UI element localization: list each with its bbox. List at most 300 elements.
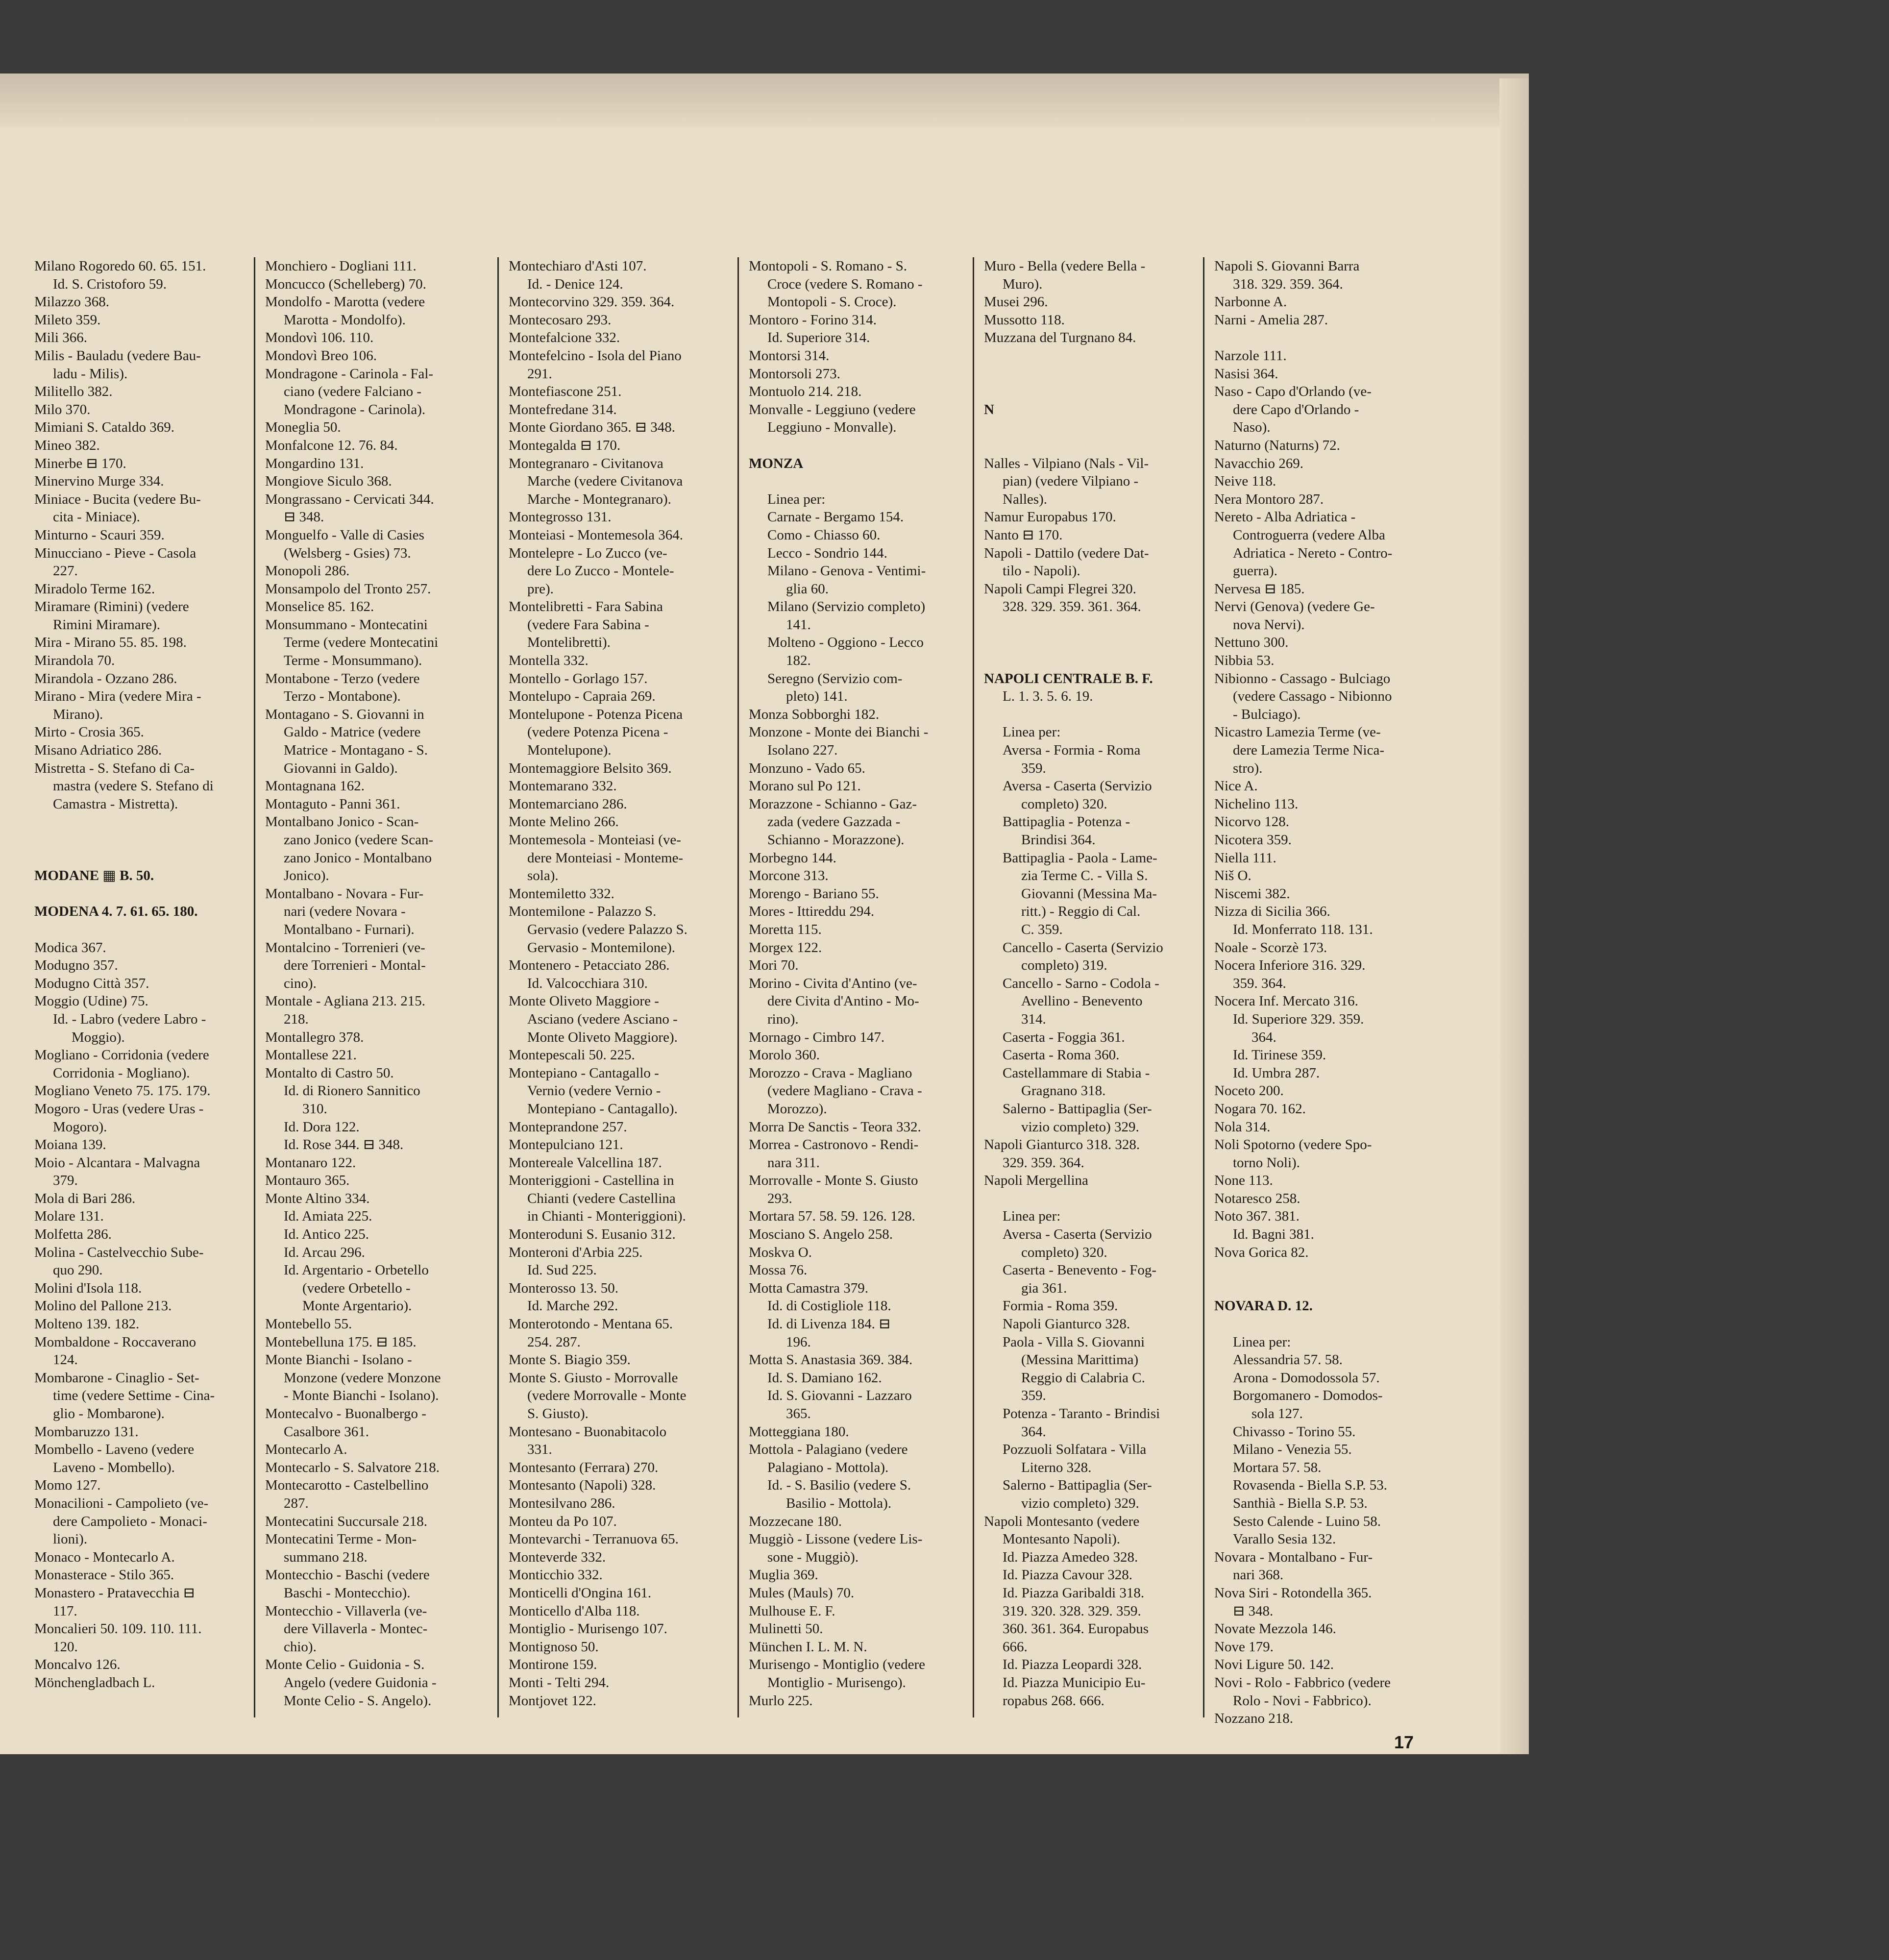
- index-line: Noceto 200.: [1214, 1083, 1284, 1099]
- index-line: Nalles).: [1003, 491, 1047, 507]
- index-line: Formia - Roma 359.: [1003, 1298, 1118, 1314]
- index-line: vizio completo) 329.: [1021, 1119, 1139, 1135]
- index-line: Seregno (Servizio com-: [767, 670, 903, 686]
- index-line: Monastero - Pratavecchia ⊟: [34, 1585, 195, 1601]
- index-line: Motta S. Anastasia 369. 384.: [749, 1352, 913, 1368]
- index-line: Carnate - Bergamo 154.: [767, 509, 904, 525]
- index-line: Id. Antico 225.: [284, 1226, 369, 1243]
- index-line: Monopoli 286.: [265, 563, 350, 579]
- index-line: (Welsberg - Gsies) 73.: [284, 545, 411, 561]
- index-line: Nibionno - Cassago - Bulciago: [1214, 670, 1391, 686]
- index-line: Monaco - Montecarlo A.: [34, 1549, 175, 1565]
- index-line: Id. Superiore 329. 359.: [1233, 1011, 1364, 1027]
- index-line: Monte Altino 334.: [265, 1190, 370, 1206]
- index-line: Monteu da Po 107.: [509, 1513, 617, 1529]
- index-line: Morrea - Castronovo - Rendi-: [749, 1137, 919, 1153]
- index-line: Montopoli - S. Croce).: [767, 294, 897, 310]
- index-line: Controguerra (vedere Alba: [1233, 527, 1385, 543]
- index-line: Montefalcione 332.: [509, 330, 620, 346]
- index-line: [749, 472, 979, 490]
- index-line: 359.: [1021, 760, 1046, 776]
- index-line: Id. Piazza Garibaldi 318.: [1003, 1585, 1145, 1601]
- index-line: Linea per:: [1233, 1334, 1291, 1350]
- index-line: dere Lo Zucco - Montele-: [527, 563, 674, 579]
- index-line: Morozzo - Crava - Magliano: [749, 1065, 912, 1081]
- index-line: Montella 332.: [509, 653, 589, 669]
- index-line: Nocera Inf. Mercato 316.: [1214, 993, 1358, 1009]
- index-line: ropabus 268. 666.: [1003, 1692, 1104, 1709]
- index-line: zia Terme C. - Villa S.: [1021, 868, 1148, 884]
- index-line: [984, 418, 1212, 437]
- index-line: Mogoro).: [53, 1119, 107, 1135]
- index-line: L. 1. 3. 5. 6. 19.: [1003, 688, 1093, 705]
- index-line: [34, 885, 252, 903]
- index-line: Lecco - Sondrio 144.: [767, 545, 887, 561]
- index-line: Casalbore 361.: [284, 1423, 369, 1440]
- index-line: Mogoro - Uras (vedere Uras -: [34, 1101, 204, 1117]
- index-line: Morrovalle - Monte S. Giusto: [749, 1173, 918, 1189]
- index-line: Mirano - Mira (vedere Mira -: [34, 688, 201, 705]
- index-line: dere Civita d'Antino - Mo-: [767, 993, 919, 1009]
- index-line: Mirto - Crosia 365.: [34, 724, 144, 740]
- index-line: Mottola - Palagiano (vedere: [749, 1442, 908, 1458]
- index-line: (vedere Fara Sabina -: [527, 616, 649, 633]
- index-line: 318. 329. 359. 364.: [1233, 276, 1343, 292]
- index-line: Minerbe ⊟ 170.: [34, 455, 126, 471]
- index-line: Battipaglia - Paola - Lame-: [1003, 850, 1157, 866]
- index-line: Molini d'Isola 118.: [34, 1280, 142, 1296]
- index-line: Montirone 159.: [509, 1657, 597, 1673]
- index-line: Alessandria 57. 58.: [1233, 1352, 1343, 1368]
- index-line: Molina - Castelvecchio Sube-: [34, 1244, 204, 1260]
- index-line: Molino del Pallone 213.: [34, 1298, 172, 1314]
- index-line: Adriatica - Nereto - Contro-: [1233, 545, 1393, 561]
- index-line: NOVARA D. 12.: [1214, 1298, 1313, 1314]
- index-line: Nozzano 218.: [1214, 1711, 1294, 1727]
- index-line: Nasisi 364.: [1214, 366, 1278, 382]
- index-line: Gragnano 318.: [1021, 1083, 1106, 1099]
- index-line: Borgomanero - Domodos-: [1233, 1388, 1383, 1404]
- index-line: Id. di Costigliole 118.: [767, 1298, 891, 1314]
- index-line: [34, 849, 252, 867]
- index-line: Montesanto Napoli).: [1003, 1531, 1121, 1547]
- index-line: Nicastro Lamezia Terme (ve-: [1214, 724, 1381, 740]
- index-line: Montereale Valcellina 187.: [509, 1154, 662, 1171]
- index-line: Montegalda ⊟ 170.: [509, 437, 621, 453]
- index-line: Mosciano S. Angelo 258.: [749, 1226, 893, 1243]
- index-line: Monterosso 13. 50.: [509, 1280, 618, 1296]
- index-line: Chianti (vedere Castellina: [527, 1190, 676, 1206]
- index-line: Montabone - Terzo (vedere: [265, 670, 420, 686]
- index-line: Laveno - Mombello).: [53, 1459, 175, 1475]
- index-line: Montelepre - Lo Zucco (ve-: [509, 545, 667, 561]
- index-line: Militello 382.: [34, 384, 113, 400]
- index-line: Montesano - Buonabitacolo: [509, 1423, 667, 1440]
- index-line: Montello - Gorlago 157.: [509, 670, 648, 686]
- index-line: Linea per:: [1003, 1208, 1061, 1225]
- index-line: Mili 366.: [34, 330, 87, 346]
- index-line: Id. - Denice 124.: [527, 276, 623, 292]
- index-line: Montale - Agliana 213. 215.: [265, 993, 426, 1009]
- index-line: Morra De Sanctis - Teora 332.: [749, 1119, 921, 1135]
- index-line: Montiglio - Murisengo).: [767, 1674, 906, 1690]
- index-line: Miramare (Rimini) (vedere: [34, 599, 189, 615]
- index-line: Montelupone).: [527, 742, 612, 759]
- index-line: Mineo 382.: [34, 437, 100, 453]
- index-line: Noto 367. 381.: [1214, 1208, 1300, 1225]
- index-line: Mondolfo - Marotta (vedere: [265, 294, 425, 310]
- index-line: Basilio - Mottola).: [786, 1495, 892, 1511]
- index-line: Id. Umbra 287.: [1233, 1065, 1320, 1081]
- index-line: Monguelfo - Valle di Casies: [265, 527, 424, 543]
- index-line: Avellino - Benevento: [1021, 993, 1143, 1009]
- index-line: 329. 359. 364.: [1003, 1154, 1084, 1171]
- index-line: Monte Melino 266.: [509, 814, 619, 830]
- index-line: Montefelcino - Isola del Piano: [509, 347, 682, 364]
- index-line: Montignoso 50.: [509, 1639, 599, 1655]
- index-line: Montalto di Castro 50.: [265, 1065, 394, 1081]
- index-line: 254. 287.: [527, 1334, 581, 1350]
- index-line: Mistretta - S. Stefano di Ca-: [34, 760, 195, 776]
- index-line: Id. Amiata 225.: [284, 1208, 372, 1225]
- index-line: Linea per:: [1003, 724, 1061, 740]
- index-line: Id. Piazza Municipio Eu-: [1003, 1674, 1146, 1690]
- index-line: (vedere Potenza Picena -: [527, 724, 668, 740]
- index-line: [749, 437, 979, 455]
- index-line: Mores - Ittireddu 294.: [749, 904, 875, 920]
- index-line: Morino - Civita d'Antino (ve-: [749, 975, 917, 991]
- index-column-2: [254, 257, 498, 1717]
- index-line: Montorsi 314.: [749, 347, 830, 364]
- index-line: Mönchengladbach L.: [34, 1674, 155, 1690]
- index-line: ⊟ 348.: [284, 509, 324, 525]
- index-line: [984, 616, 1212, 634]
- index-line: Montevarchi - Terranuova 65.: [509, 1531, 679, 1547]
- index-line: Monte Celio - Guidonia - S.: [265, 1657, 425, 1673]
- index-line: Monteprandone 257.: [509, 1119, 627, 1135]
- index-line: Muro - Bella (vedere Bella -: [984, 258, 1146, 274]
- index-line: Id. Piazza Cavour 328.: [1003, 1567, 1132, 1583]
- index-line: Montecarlo - S. Salvatore 218.: [265, 1459, 440, 1475]
- index-line: Moncalieri 50. 109. 110. 111.: [34, 1621, 202, 1637]
- index-line: Mori 70.: [749, 957, 799, 974]
- index-line: Terzo - Montabone).: [284, 688, 401, 705]
- index-line: 218.: [284, 1011, 309, 1027]
- index-line: Nogara 70. 162.: [1214, 1101, 1306, 1117]
- book-side-edge: [1499, 78, 1529, 1754]
- index-line: Moiana 139.: [34, 1137, 106, 1153]
- index-line: Id. - Labro (vedere Labro -: [53, 1011, 206, 1027]
- index-line: Mongrassano - Cervicati 344.: [265, 491, 434, 507]
- index-line: Mongardino 131.: [265, 455, 364, 471]
- index-line: Leggiuno - Monvalle).: [767, 419, 897, 436]
- index-line: Rolo - Novi - Fabbrico).: [1233, 1692, 1372, 1709]
- index-line: Monticchio 332.: [509, 1567, 603, 1583]
- index-line: München I. L. M. N.: [749, 1639, 867, 1655]
- index-line: Moggio (Udine) 75.: [34, 993, 148, 1009]
- index-line: 287.: [284, 1495, 309, 1511]
- index-line: (vedere Cassago - Nibionno: [1233, 688, 1392, 705]
- index-line: Morbegno 144.: [749, 850, 836, 866]
- index-line: Montallese 221.: [265, 1047, 357, 1063]
- index-line: Nervi (Genova) (vedere Ge-: [1214, 599, 1375, 615]
- index-line: Rimini Miramare).: [53, 616, 161, 633]
- index-line: Montemilone - Palazzo S.: [509, 904, 657, 920]
- index-line: Mileto 359.: [34, 312, 101, 328]
- index-line: Aversa - Caserta (Servizio: [1003, 1226, 1152, 1243]
- index-line: Mimiani S. Cataldo 369.: [34, 419, 174, 436]
- index-line: Pozzuoli Solfatara - Villa: [1003, 1442, 1147, 1458]
- index-line: Isolano 227.: [767, 742, 838, 759]
- index-line: Monvalle - Leggiuno (vedere: [749, 401, 916, 417]
- index-line: Mules (Mauls) 70.: [749, 1585, 855, 1601]
- index-line: Modica 367.: [34, 939, 106, 956]
- index-line: Montebelluna 175. ⊟ 185.: [265, 1334, 417, 1350]
- index-line: Schianno - Morazzone).: [767, 832, 905, 848]
- index-line: 365.: [786, 1406, 811, 1421]
- index-line: Monzone (vedere Monzone: [284, 1370, 441, 1386]
- index-line: Montemarciano 286.: [509, 796, 627, 812]
- index-line: 227.: [53, 563, 78, 579]
- index-line: Linea per:: [767, 491, 826, 507]
- index-line: Mondragone - Carinola).: [284, 401, 426, 417]
- index-line: Montallegro 378.: [265, 1029, 364, 1045]
- index-line: [984, 1190, 1212, 1208]
- index-line: Muro).: [1003, 276, 1043, 292]
- index-line: Muggiò - Lissone (vedere Lis-: [749, 1531, 923, 1547]
- index-line: Montesilvano 286.: [509, 1495, 615, 1511]
- index-line: cita - Miniace).: [53, 509, 140, 525]
- index-line: Sesto Calende - Luino 58.: [1233, 1513, 1381, 1529]
- index-line: Gervasio (vedere Palazzo S.: [527, 921, 687, 937]
- index-line: zano Jonico (vedere Scan-: [284, 832, 434, 848]
- index-line: Caserta - Roma 360.: [1003, 1047, 1120, 1063]
- index-line: Noli Spotorno (vedere Spo-: [1214, 1137, 1372, 1153]
- index-line: time (vedere Settime - Cina-: [53, 1388, 215, 1404]
- index-line: dere Campolieto - Monaci-: [53, 1513, 207, 1529]
- index-line: Montenero - Petacciato 286.: [509, 957, 670, 974]
- index-line: zada (vedere Gazzada -: [767, 814, 901, 830]
- index-line: glia 60.: [786, 581, 829, 597]
- index-line: Mulinetti 50.: [749, 1621, 823, 1637]
- index-line: Momo 127.: [34, 1477, 101, 1494]
- index-line: (Messina Marittima): [1021, 1352, 1139, 1368]
- index-line: N: [984, 401, 994, 417]
- index-line: Potenza - Taranto - Brindisi: [1003, 1406, 1160, 1421]
- index-line: Montefredane 314.: [509, 401, 617, 417]
- index-line: Murisengo - Montiglio (vedere: [749, 1657, 926, 1673]
- index-line: Nereto - Alba Adriatica -: [1214, 509, 1356, 525]
- index-line: Angelo (vedere Guidonia -: [284, 1674, 437, 1690]
- index-line: Monfalcone 12. 76. 84.: [265, 437, 398, 453]
- index-line: Mondovì 106. 110.: [265, 330, 374, 346]
- index-line: sola).: [527, 868, 559, 884]
- index-line: Montalbano - Novara - Fur-: [265, 885, 424, 902]
- index-line: Id. - S. Basilio (vedere S.: [767, 1477, 911, 1494]
- index-line: Morano sul Po 121.: [749, 778, 861, 794]
- index-line: Mombaldone - Roccaverano: [34, 1334, 196, 1350]
- index-line: Montoro - Forino 314.: [749, 312, 877, 328]
- index-line: [1214, 329, 1440, 347]
- index-line: Niscemi 382.: [1214, 885, 1290, 902]
- index-line: Literno 328.: [1021, 1459, 1092, 1475]
- index-line: Montepiano - Cantagallo -: [509, 1065, 659, 1081]
- index-line: Montechiaro d'Asti 107.: [509, 258, 647, 274]
- index-line: Terme (vedere Montecatini: [284, 635, 439, 651]
- index-line: [984, 652, 1212, 670]
- index-line: Morengo - Bariano 55.: [749, 885, 879, 902]
- index-line: Id. Dora 122.: [284, 1119, 360, 1135]
- index-line: Montjovet 122.: [509, 1692, 596, 1709]
- index-line: S. Giusto).: [527, 1406, 589, 1421]
- index-line: Mombello - Laveno (vedere: [34, 1442, 195, 1458]
- index-line: Montalcino - Torrenieri (ve-: [265, 939, 425, 956]
- index-line: completo) 320.: [1021, 796, 1107, 812]
- index-line: Montalbano Jonico - Scan-: [265, 814, 419, 830]
- index-line: Monsampolo del Tronto 257.: [265, 581, 431, 597]
- index-line: Monte Oliveto Maggiore -: [509, 993, 659, 1009]
- index-line: Monte Celio - S. Angelo).: [284, 1692, 432, 1709]
- index-line: Mulhouse E. F.: [749, 1603, 835, 1619]
- index-line: Id. Arcau 296.: [284, 1244, 365, 1260]
- index-line: Milano Rogoredo 60. 65. 151.: [34, 258, 206, 274]
- index-line: Moio - Alcantara - Malvagna: [34, 1154, 200, 1171]
- index-line: Montecarlo A.: [265, 1442, 347, 1458]
- index-line: [34, 921, 252, 939]
- index-line: Montemiletto 332.: [509, 885, 614, 902]
- index-line: Montecarotto - Castelbellino: [265, 1477, 429, 1494]
- index-line: [984, 437, 1212, 455]
- index-line: Montecchio - Baschi (vedere: [265, 1567, 430, 1583]
- index-line: Montemarano 332.: [509, 778, 617, 794]
- index-line: None 113.: [1214, 1173, 1273, 1189]
- index-line: Baschi - Montecchio).: [284, 1585, 411, 1601]
- index-line: Mirandola 70.: [34, 653, 115, 669]
- index-line: Mondragone - Carinola - Fal-: [265, 366, 434, 382]
- index-line: Mondovì Breo 106.: [265, 347, 377, 364]
- index-line: Galdo - Matrice (vedere: [284, 724, 421, 740]
- index-line: Novara - Montalbano - Fur-: [1214, 1549, 1373, 1565]
- index-line: stro).: [1233, 760, 1263, 776]
- book-top-edge: [0, 74, 1529, 127]
- index-line: Aversa - Formia - Roma: [1003, 742, 1141, 759]
- index-line: Montepiano - Cantagallo).: [527, 1101, 678, 1117]
- index-line: (vedere Magliano - Crava -: [767, 1083, 922, 1099]
- index-line: 141.: [786, 616, 811, 633]
- index-line: Mola di Bari 286.: [34, 1190, 136, 1206]
- index-line: Caserta - Benevento - Fog-: [1003, 1262, 1157, 1278]
- index-line: Chivasso - Torino 55.: [1233, 1423, 1356, 1440]
- index-line: Montelibretti).: [527, 635, 611, 651]
- index-line: Caserta - Foggia 361.: [1003, 1029, 1125, 1045]
- index-line: Cancello - Sarno - Codola -: [1003, 975, 1159, 991]
- index-line: Montagano - S. Giovanni in: [265, 706, 424, 722]
- index-line: Notaresco 258.: [1214, 1190, 1300, 1206]
- index-line: nari 368.: [1233, 1567, 1284, 1583]
- index-line: Monti - Telti 294.: [509, 1674, 610, 1690]
- index-line: Mozzecane 180.: [749, 1513, 842, 1529]
- index-line: 182.: [786, 653, 811, 669]
- index-line: Nalles - Vilpiano (Nals - Vil-: [984, 455, 1149, 471]
- index-line: MODANE ▦ B. 50.: [34, 868, 154, 884]
- index-line: 196.: [786, 1334, 811, 1350]
- index-line: Mirandola - Ozzano 286.: [34, 670, 177, 686]
- index-line: Niš O.: [1214, 868, 1251, 884]
- index-line: (vedere Morrovalle - Monte: [527, 1388, 687, 1404]
- index-line: Napoli Montesanto (vedere: [984, 1513, 1140, 1529]
- index-line: Musei 296.: [984, 294, 1048, 310]
- index-line: Nice A.: [1214, 778, 1258, 794]
- index-line: Mombarone - Cinaglio - Set-: [34, 1370, 199, 1386]
- index-line: Montaguto - Panni 361.: [265, 796, 400, 812]
- index-line: Marche - Montegranaro).: [527, 491, 671, 507]
- index-line: Nocera Inferiore 316. 329.: [1214, 957, 1366, 974]
- index-line: Battipaglia - Potenza -: [1003, 814, 1130, 830]
- index-line: Monza Sobborghi 182.: [749, 706, 880, 722]
- index-line: Mossa 76.: [749, 1262, 808, 1278]
- index-line: Navacchio 269.: [1214, 455, 1303, 471]
- index-line: Id. Bagni 381.: [1233, 1226, 1314, 1243]
- index-line: 359. 364.: [1233, 975, 1286, 991]
- index-line: Moneglia 50.: [265, 419, 341, 436]
- index-line: Monte S. Giusto - Morrovalle: [509, 1370, 678, 1386]
- index-line: Napoli Gianturco 328.: [1003, 1316, 1130, 1332]
- index-line: Napoli - Dattilo (vedere Dat-: [984, 545, 1149, 561]
- index-line: - Monte Bianchi - Isolano).: [284, 1388, 439, 1404]
- index-line: Morolo 360.: [749, 1047, 820, 1063]
- index-line: completo) 320.: [1021, 1244, 1107, 1260]
- index-line: Neive 118.: [1214, 473, 1276, 490]
- index-line: Motteggiana 180.: [749, 1423, 849, 1440]
- index-line: completo) 319.: [1021, 957, 1107, 974]
- index-line: nova Nervi).: [1233, 616, 1305, 633]
- index-line: 364.: [1251, 1029, 1276, 1045]
- index-line: Nera Montoro 287.: [1214, 491, 1324, 507]
- index-line: Morazzone - Schianno - Gaz-: [749, 796, 917, 812]
- index-line: Marotta - Mondolfo).: [284, 312, 406, 328]
- index-line: Montelupo - Capraia 269.: [509, 688, 656, 705]
- index-line: Nova Siri - Rotondella 365.: [1214, 1585, 1372, 1601]
- index-line: Asciano (vedere Asciano -: [527, 1011, 678, 1027]
- index-line: Monzuno - Vado 65.: [749, 760, 865, 776]
- index-line: Monte Argentario).: [302, 1298, 412, 1314]
- index-line: pian) (vedere Vilpiano -: [1003, 473, 1139, 490]
- index-line: Moggio).: [72, 1029, 125, 1045]
- index-line: Montecchio - Villaverla (ve-: [265, 1603, 427, 1619]
- index-line: Id. Sud 225.: [527, 1262, 597, 1278]
- index-line: Mussotto 118.: [984, 312, 1065, 328]
- index-line: Nove 179.: [1214, 1639, 1274, 1655]
- index-line: 291.: [527, 366, 552, 382]
- index-line: Miradolo Terme 162.: [34, 581, 155, 597]
- index-line: gia 361.: [1021, 1280, 1067, 1296]
- index-line: cino).: [284, 975, 317, 991]
- index-line: Milo 370.: [34, 401, 91, 417]
- index-line: 331.: [527, 1442, 552, 1458]
- index-line: Mortara 57. 58.: [1233, 1459, 1322, 1475]
- index-line: Nervesa ⊟ 185.: [1214, 581, 1305, 597]
- index-line: dere Capo d'Orlando -: [1233, 401, 1359, 417]
- index-line: Santhià - Biella S.P. 53.: [1233, 1495, 1368, 1511]
- index-line: Monteiasi - Montemesola 364.: [509, 527, 684, 543]
- index-line: [984, 634, 1212, 652]
- index-line: quo 290.: [53, 1262, 103, 1278]
- index-line: Montalbano - Furnari).: [284, 921, 415, 937]
- index-line: [1214, 1279, 1440, 1298]
- index-line: Modugno Città 357.: [34, 975, 149, 991]
- index-line: Giovanni (Messina Ma-: [1021, 885, 1157, 902]
- index-line: 319. 320. 328. 329. 359.: [1003, 1603, 1141, 1619]
